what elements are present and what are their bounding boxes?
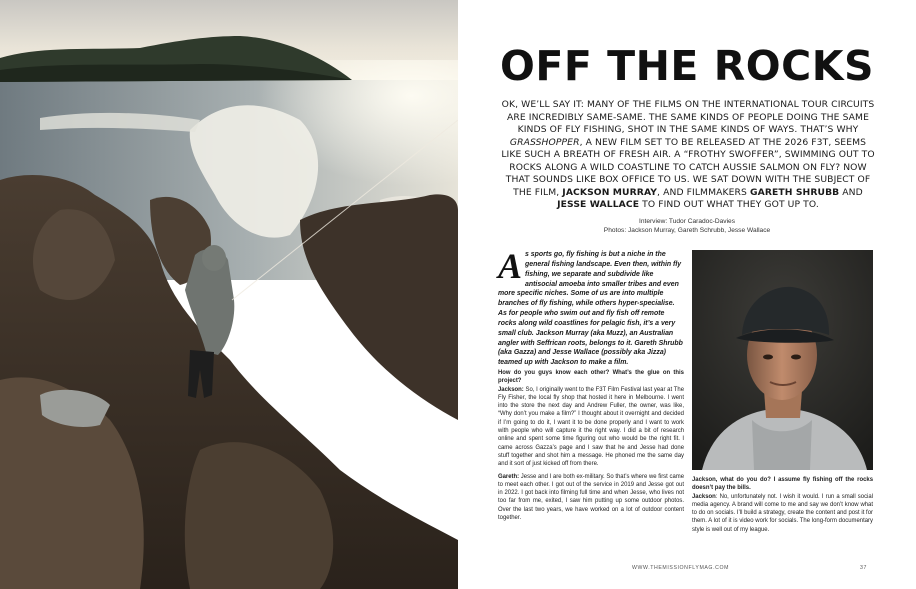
body-column-right xyxy=(692,476,873,538)
photo-credit: Photos: Jackson Murray, Gareth Schrubb, Jesse Wallace xyxy=(603,227,771,234)
qa-block-2 xyxy=(498,473,684,523)
intro-text: s sports go, fly fishing is but a niche in the general fishing landscape. Even then, within fly fishing, we separate and subdivide like antisocial amoeba into smaller tribes and even more specific niches. Some of us are into multiple branches of fly fishing, while others hyper-specialise. As for people who swim out and fly fish off remote rocks along wild coastlines for pelagic fish, it’s a very small club. Jackson Murray (aka Muzz), an Australian angler with Seffrican roots, belongs to it. Gareth Shrubb (aka Gazza) and Jesse Wallace (possibly aka Jizza) teamed up with Jackson to make a film. xyxy=(498,251,683,367)
answer-2-text: Jesse and I are both ex-military. So that’s where we first came to meet each other. I got out of the service in 2019 and Jesse got out in 2022. I got back into filming full time and when Jesse, who lives not too far from me, exited, I saw him putting up some outdoor photos. Over the last two years, we have worked on a lot of outdoor content together. xyxy=(498,473,684,522)
qa-block-3 xyxy=(692,476,873,534)
filmmaker-1-name: GARETH SHRUBB xyxy=(749,186,840,198)
standfirst-part-4: AND xyxy=(839,186,863,198)
body-column-left xyxy=(498,369,684,526)
question-1: How do you guys know each other? What’s the glue on this project? xyxy=(498,370,684,385)
answer-3-text: : No, unfortunately not. I wish it would. I run a small social media agency. A brand will come to me and say we don’t know what to do on socials. I’ll build a strategy, create the content and post it for them. A lot of it is video work for socials. The long-form documentary style is well out of my league. xyxy=(692,493,873,533)
jackson-portrait-image xyxy=(692,250,873,470)
drop-cap: A xyxy=(498,246,523,286)
article-credits xyxy=(458,217,916,235)
standfirst-part-3: , AND FILMMAKERS xyxy=(657,186,750,198)
answer-3-speaker: Jackson xyxy=(692,493,716,500)
question-2: Jackson, what do you do? I assume fly fishing off the rocks doesn’t pay the bills. xyxy=(692,477,873,492)
film-title: GRASSHOPPER xyxy=(509,136,580,148)
filmmaker-2-name: JESSE WALLACE xyxy=(557,199,640,210)
subject-name: JACKSON MURRAY xyxy=(562,186,658,198)
answer-1-text: So, I originally went to the F3T Film Festival last year at The Fly Fisher, the local fly shop that hosted it here in Melbourne. I went into the store the next day and Andrew Fuller, the owner, was like, “Why don’t you make a film?” I thought about it overnight and decided if I’m going to do it, I want it to be done properly and I want to work with people who will capture it the right way. I did a bit of research online and spent some time figuring out who would be the right fit. I came across Gazza’s page and I saw that he and Jesse had done stuff together and shot him a message. He phoned me the same day and it sort of just kicked off from there. xyxy=(498,386,684,468)
standfirst-part-5: TO FIND OUT WHAT THEY GOT UP TO. xyxy=(639,199,819,210)
interview-credit: Interview: Tudor Caradoc-Davies xyxy=(638,218,735,225)
article-page xyxy=(458,0,916,589)
article-headline: OFF THE ROCKS xyxy=(499,42,875,90)
answer-1-speaker: Jackson: xyxy=(498,386,524,393)
answer-2-speaker: Gareth: xyxy=(498,473,520,480)
article-standfirst xyxy=(500,99,876,212)
standfirst-part-1: OK, WE’LL SAY IT: MANY OF THE FILMS ON THE INTERNATIONAL TOUR CIRCUITS ARE INCREDIBLY SAME-SAME. THE SAME KINDS OF PEOPLE DOING THE SAME KINDS OF FLY FISHING, SHOT IN THE SAME KINDS OF WAYS. THAT’S WHY xyxy=(501,99,875,135)
intro-paragraph xyxy=(498,246,684,368)
portrait-photo xyxy=(692,250,873,470)
standfirst-part-2: , A NEW FILM SET TO BE RELEASED AT THE 2026 F3T, SEEMS LIKE SUCH A BREATH OF FRESH AIR. A “FROTHY SWOFFER”, SWIMMING OUT TO ROCKS ALONG A WILD COASTLINE TO CATCH AUSSIE SALMON ON FLY? NOW THAT SOUNDS LIKE BOX OFFICE TO US. WE SAT DOWN WITH THE SUBJECT OF THE FILM, xyxy=(501,136,875,198)
footer-url: WWW.THEMISSIONFLYMAG.COM xyxy=(632,565,730,571)
qa-block-1 xyxy=(498,369,684,469)
page-number: 37 xyxy=(860,565,867,571)
